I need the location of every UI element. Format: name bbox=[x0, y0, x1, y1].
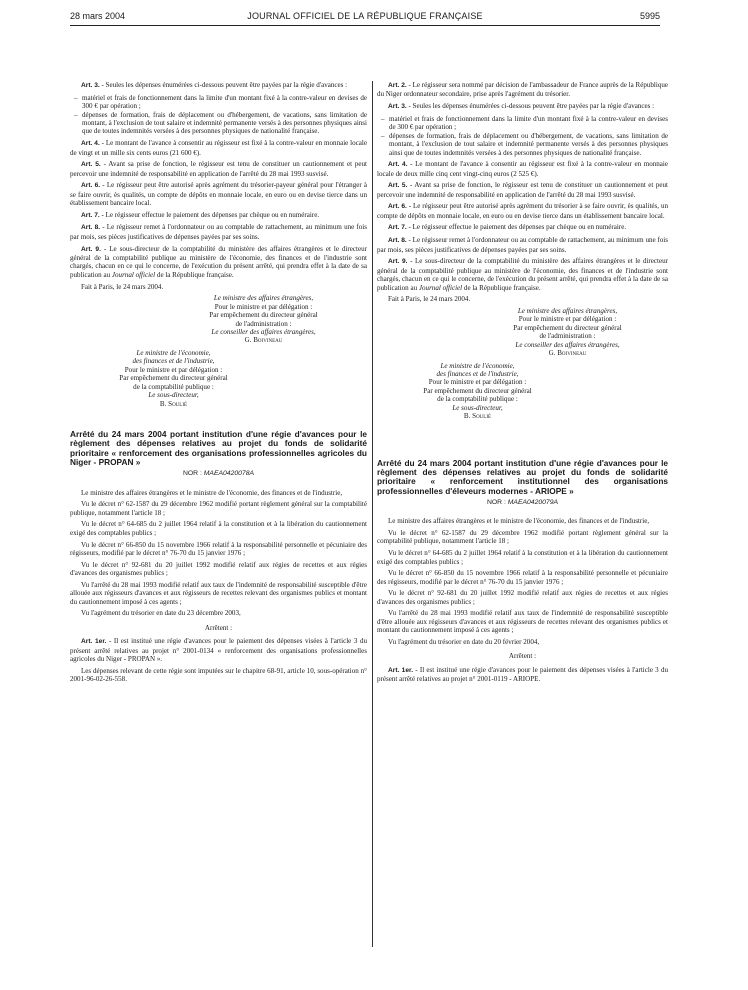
list-item: – matériel et frais de fonctionnement dans la limite d'un montant fixé à la contre-valeur en devises de 300 € par opération ; bbox=[74, 93, 367, 111]
preamble-line: Vu le décret n° 92-681 du 20 juillet 1992 modifié relatif aux régies de recettes et aux régies d'avances des organismes publics ; bbox=[377, 589, 668, 606]
article-1: Art. 1er. - Il est institué une régie d'avances pour le paiement des dépenses visées à l'article 3 du présent arrêté relatives au projet n° 2001-0134 « renforcement des organisations professionnelles agricoles du Niger - PROPAN ». bbox=[70, 637, 367, 664]
article-4: Art. 4. - Le montant de l'avance à consentir au régisseur est fixé à la contre-valeur en monnaie locale de deux mille cinq cent vingt-cinq euros (2 525 €). bbox=[377, 160, 668, 178]
preamble-line: Vu l'arrêté du 28 mai 1993 modifié relatif aux taux de l'indemnité de responsabilité susceptible d'être allouée aux régisseurs d'avances et aux régisseurs de recettes relevant des organismes publics et montant du cautionnement imposé à ces agents ; bbox=[70, 580, 367, 606]
article-5: Art. 5. - Avant sa prise de fonction, le régisseur est tenu de constituer un cautionnement et peut percevoir une indemnité de responsabilité en application de l'arrêté du 28 mai 1993 susvisé. bbox=[377, 181, 669, 199]
article-3-list bbox=[70, 94, 367, 136]
article-7: Art. 7. - Le régisseur effectue le paiement des dépenses par chèque ou en numéraire. bbox=[81, 210, 320, 219]
article-9: Art. 9. - Le sous-directeur de la comptabilité du ministère des affaires étrangères et le directeur général de la comptabilité publique au ministère de l'économie, des finances et de l'industrie sont chargés, chacun en ce qui le concerne, de l'exécution du présent arrêté, qui prendra effet à la date de sa publication au Journal officiel de la République française. bbox=[377, 257, 668, 292]
preamble-line: Vu le décret n° 66-850 du 15 novembre 1966 relatif à la responsabilité personnelle et pécuniaire des régisseurs, modifié par le décret n° 76-70 du 15 janvier 1976 ; bbox=[377, 569, 668, 586]
signature-block-economy: Le ministre de l'économie, des finances et de l'industrie, Pour le ministre et par délégation : Par empêchement du directeur général de la comptabilité publique : Le sous-directeur, B. Soulié bbox=[423, 361, 532, 421]
closing-paragraph: Les dépenses relevant de cette régie sont imputées sur le chapitre 68-91, article 10, sous-opération n° 2001-96-02-26-558. bbox=[70, 666, 367, 684]
article-2: Art. 2. - Le régisseur sera nommé par décision de l'ambassadeur de France auprès de la République du Niger ordonnateur secondaire, prise après l'agrément du trésorier. bbox=[377, 81, 669, 99]
article-9: Art. 9. - Le sous-directeur de la comptabilité du ministère des affaires étrangères et le directeur général de la comptabilité publique au ministère de l'économie, des finances et de l'industrie sont chargés, chacun en ce qui le concerne, de l'exécution du présent arrêté, qui prendra effet à la date de sa publication au Journal officiel de la République française. bbox=[70, 244, 367, 279]
article-4: Art. 4. - Le montant de l'avance à consentir au régisseur est fixé à la contre-valeur en monnaie locale de vingt et un mille six cents euros (21 600 €). bbox=[70, 139, 367, 157]
preamble-line: Le ministre des affaires étrangères et le ministre de l'économie, des finances et de l'industrie, bbox=[388, 517, 650, 526]
left-column bbox=[70, 81, 367, 687]
arrete-title: Arrêté du 24 mars 2004 portant institution d'une régie d'avances pour le règlement des dépenses relatives au projet du fonds de solidarité prioritaire « renforcement des organisations professionnelles agricoles du Niger - PROPAN » bbox=[70, 429, 367, 467]
article-8: Art. 8. - Le régisseur remet à l'ordonnateur ou au comptable de rattachement, au minimum une fois par mois, ses pièces justificatives de dépenses payées par ses soins. bbox=[70, 223, 367, 241]
column-divider bbox=[372, 81, 373, 947]
arretent: Arrêtent : bbox=[204, 623, 233, 632]
list-item: – dépenses de formation, frais de déplacement ou d'hébergement, de vacations, sans limitation de montant, à l'exclusion de tout salaire et indemnité permanente versés à des personnes physiques ainsi que de toutes indemnités versées à des personnes physiques de nationalité française. bbox=[381, 131, 668, 157]
article-6: Art. 6. - Le régisseur peut être autorisé après agrément du trésorier-payeur général pour l'étranger à se faire ouvrir, ès qualités, un compte de dépôts en monnaie locale, en euro ou en devise tierce dans un établissement bancaire local. bbox=[70, 181, 368, 208]
right-column bbox=[377, 81, 668, 687]
arrete-title: Arrêté du 24 mars 2004 portant institution d'une régie d'avances pour le règlement des dépenses relatives au projet du fonds de solidarité prioritaire « renforcement institutionnel des organisations professionnelles d'éleveurs modernes - ARIOPE » bbox=[377, 457, 668, 496]
preamble-line: Vu l'agrément du trésorier en date du 23 décembre 2003, bbox=[81, 609, 241, 618]
article-3: Art. 3. - Seules les dépenses énumérées ci-dessous peuvent être payées par la régie d'avances : bbox=[81, 81, 348, 89]
preamble-line: Vu le décret n° 66-850 du 15 novembre 1966 relatif à la responsabilité personnelle et pécuniaire des régisseurs, modifié par le décret n° 76-70 du 15 janvier 1976 ; bbox=[70, 540, 367, 558]
preamble-line: Vu le décret n° 92-681 du 20 juillet 1992 modifié relatif aux régies de recettes et aux régies d'avances des organismes publics ; bbox=[70, 560, 367, 578]
article-3: Art. 3. - Seules les dépenses énumérées ci-dessous peuvent être payées par la régie d'avances : bbox=[388, 102, 655, 111]
page-number: 5995 bbox=[639, 11, 660, 21]
article-6: Art. 6. - Le régisseur peut être autorisé après agrément du trésorier à se faire ouvrir, ès qualités, un compte de dépôts en monnaie locale, en euro ou en devise tierce dans un établissement bancaire local. bbox=[377, 202, 669, 220]
done-at: Fait à Paris, le 24 mars 2004. bbox=[388, 295, 471, 304]
article-1: Art. 1er. - Il est institué une régie d'avances pour le paiement des dépenses visées à l'article 3 du présent arrêté relatives au projet n° 2001-0119 - ARIOPE. bbox=[377, 665, 668, 684]
nor-reference: NOR : MAEA0420078A bbox=[182, 470, 255, 478]
article-5: Art. 5. - Avant sa prise de fonction, le régisseur est tenu de constituer un cautionnement et peut percevoir une indemnité de responsabilité en application de l'arrêté du 28 mai 1993 susvisé. bbox=[70, 160, 367, 178]
preamble-line: Vu le décret n° 62-1587 du 29 décembre 1962 modifié portant règlement général sur la comptabilité publique, notamment l'article 18 ; bbox=[377, 529, 668, 546]
list-item: – dépenses de formation, frais de déplacement ou d'hébergement, de vacations, sans limitation de montant, à l'exclusion de tout salaire et indemnité permanente versés à des personnes physiques ainsi que de toutes indemnités versées à des personnes physiques de nationalité française. bbox=[74, 110, 367, 136]
done-at: Fait à Paris, le 24 mars 2004. bbox=[81, 282, 164, 291]
journal-title: JOURNAL OFFICIEL DE LA RÉPUBLIQUE FRANÇAISE bbox=[247, 11, 483, 21]
preamble-line: Le ministre des affaires étrangères et le ministre de l'économie, des finances et de l'industrie, bbox=[81, 488, 343, 497]
preamble-line: Vu l'arrêté du 28 mai 1993 modifié relatif aux taux de l'indemnité de responsabilité susceptible d'être allouée aux régisseurs d'avances et aux régisseurs de recettes relevant des organismes publics et montant du cautionnement imposé à ces agents ; bbox=[377, 609, 668, 635]
signature-block-foreign-affairs: Le ministre des affaires étrangères, Pour le ministre et par délégation : Par empêchement du directeur général de l'administration : Le conseiller des affaires étrangères, G. Boivineau bbox=[209, 294, 318, 345]
header-date: 28 mars 2004 bbox=[70, 11, 126, 21]
page-header bbox=[70, 11, 660, 26]
preamble-line: Vu le décret n° 62-1587 du 29 décembre 1962 modifié portant règlement général sur la comptabilité publique, notamment l'article 18 ; bbox=[70, 500, 367, 517]
nor-reference: NOR : MAEA0420079A bbox=[486, 498, 559, 506]
signature-block-economy: Le ministre de l'économie, des finances et de l'industrie, Pour le ministre et par délégation : Par empêchement du directeur général de la comptabilité publique : Le sous-directeur, B. Soulié bbox=[119, 348, 228, 408]
article-7: Art. 7. - Le régisseur effectue le paiement des dépenses par chèque ou en numéraire. bbox=[388, 223, 627, 232]
signature-block-foreign-affairs: Le ministre des affaires étrangères, Pour le ministre et par délégation : Par empêchement du directeur général de l'administration : Le conseiller des affaires étrangères, G. Boivineau bbox=[513, 306, 622, 358]
article-8: Art. 8. - Le régisseur remet à l'ordonnateur ou au comptable de rattachement, au minimum une fois par mois, ses pièces justificatives de dépenses payées par ses soins. bbox=[377, 236, 668, 254]
preamble-line: Vu le décret n° 64-685 du 2 juillet 1964 relatif à la constitution et à la libération du cautionnement exigé des comptables publics ; bbox=[70, 520, 367, 537]
preamble-line: Vu l'agrément du trésorier en date du 20 février 2004, bbox=[388, 637, 540, 646]
article-3-list bbox=[377, 115, 668, 157]
arretent: Arrêtent : bbox=[508, 652, 537, 661]
list-item: – matériel et frais de fonctionnement dans la limite d'un montant fixé à la contre-valeur en devises de 300 € par opération ; bbox=[381, 114, 668, 132]
preamble-line: Vu le décret n° 64-685 du 2 juillet 1964 relatif à la constitution et à la libération du cautionnement exigé des comptables publics ; bbox=[377, 549, 668, 566]
